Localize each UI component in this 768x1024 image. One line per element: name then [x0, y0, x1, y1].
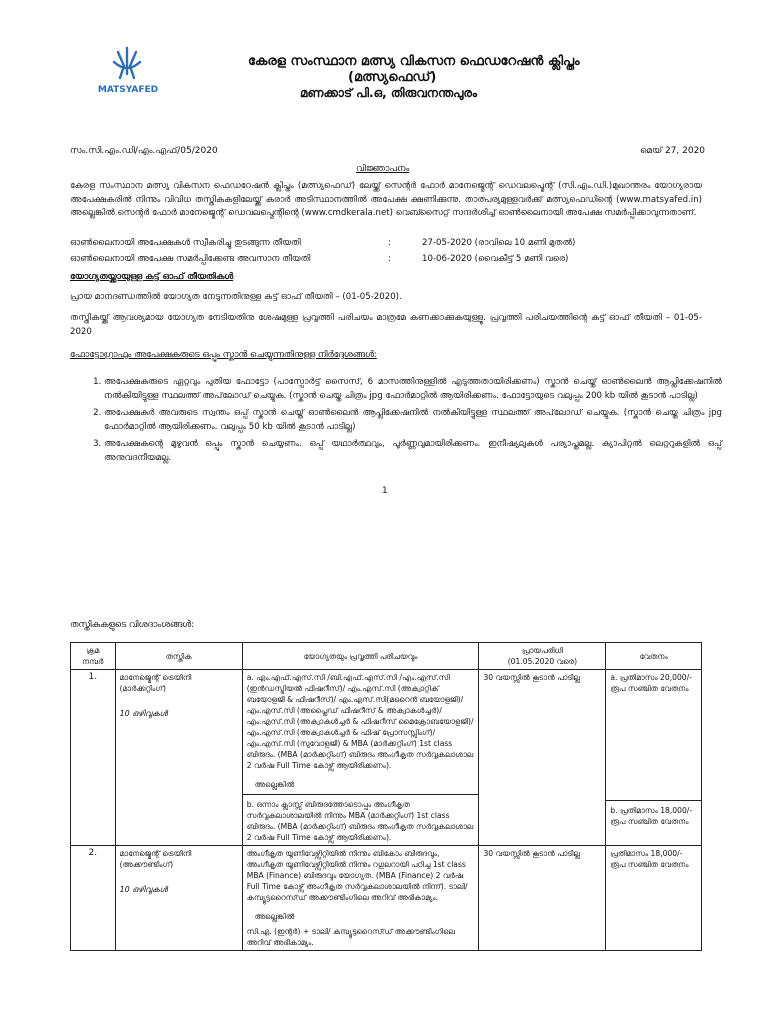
salary-a: a. പ്രതിമാസം 20,000/- രൂപ സഞ്ചിത വേതനം: [610, 673, 692, 693]
row-post: [115, 846, 242, 951]
notice-title: വിജ്ഞാപനം: [356, 164, 410, 174]
row-salary: [606, 670, 702, 846]
header-sno: ക്രമ നമ്പർ: [71, 643, 116, 670]
org-name: കേരള സംസ്ഥാന മത്സ്യ വികസന ഫെഡറേഷൻ ക്ലിപ്തം: [248, 54, 580, 69]
row-post: [115, 670, 242, 846]
vacancy-count: 10 ഒഴിവുകൾ: [119, 885, 168, 894]
instruction-item: 2. അപേക്ഷകർ അവരുടെ സ്വന്തം ഒപ്പ് സ്കാൻ ചെയ്ത് ഓൺലൈൻ ആപ്ലിക്കേഷനിൽ നൽകിയിട്ടുള്ള സ്ഥലത്ത് അപ്‌ലോഡ് ചെയ്യുക. (സ്കാൻ ചെയ്ത ചിത്രം jpg ഫോർമാറ്റിൽ ആയിരിക്കണം. വലുപ്പം 50 kb യിൽ കൂടാൻ പാടില്ല): [104, 407, 722, 434]
date-label: ഓൺലൈനായി അപേക്ഷകൾ സ്വീകരിച്ചു തുടങ്ങുന്ന തീയതി: [70, 238, 301, 248]
qualification-a: അംഗീകൃത യൂണിവേഴ്സിറ്റിയിൽ നിന്നും ബികോം ബിരുദവും, അംഗീകൃത യൂണിവേഴ്സിറ്റിയിൽ നിന്നും റഗുലറായി പഠിച്ച 1st class MBA (Finance) ബിരുദവും യോഗ്യത. (MBA (Finance) 2 വർഷ Full Time കോഴ്സ് അംഗീകൃത സർവ്വകലാശാലയിൽ നിന്ന്). ടാലി/കമ്പ്യൂട്ടറൈസ്ഡ് അക്കൗണ്ടിംഗിലെ അറിവ് അഭികാമ്യം.: [246, 849, 468, 902]
row-sno: 2.: [71, 846, 116, 951]
org-address: മണക്കാട് പി.ഒ, തിരുവനന്തപുരം: [300, 86, 478, 100]
cutoff-experience-text: തസ്തികയ്ക്ക് ആവശ്യമായ യോഗ്യത നേടിയതിനു ശേഷമുള്ള പ്രവൃത്തി പരിചയം മാത്രമേ കണക്കാക്കുകയുള്ളൂ. പ്രവൃത്തി പരിചയത്തിന്റെ കട്ട് ഓഫ് തീയതി – 01-05-2020: [70, 313, 702, 337]
org-short-name: (മത്സ്യഫെഡ്): [348, 70, 437, 85]
row-qualification: [242, 846, 479, 951]
instruction-item: 1. അപേക്ഷകരുടെ ഏറ്റവും പുതിയ ഫോട്ടോ (പാസ്പോർട്ട് സൈസ്, 6 മാസത്തിനുള്ളിൽ എടുത്തതായിരിക്കണം) സ്കാൻ ചെയ്ത് ഓൺലൈൻ ആപ്ലിക്കേഷനിൽ നൽകിയിട്ടുള്ള സ്ഥലത്ത് അപ്‌ലോഡ് ചെയ്യുക. (സ്കാൻ ചെയ്ത ചിത്രം jpg ഫോർമാറ്റിൽ ആയിരിക്കണം. ഫോട്ടോയുടെ വലുപ്പം 200 kb യിൽ കൂടാൻ പാടില്ല): [104, 376, 722, 403]
table-header-row: [71, 643, 702, 670]
date-label: ഓൺലൈനായി അപേക്ഷ സമർപ്പിക്കേണ്ട അവസാന തീയതി: [70, 254, 311, 264]
date-value: 10-06-2020 (വൈകീട്ട് 5 മണി വരെ): [422, 254, 569, 264]
reference-date: മെയ് 27, 2020: [640, 146, 706, 156]
post-title: മാനേജ്മെന്റ് ട്രെയിനി (മാർക്കറ്റിംഗ്): [119, 673, 192, 693]
or-label: അല്ലെങ്കിൽ: [254, 780, 295, 789]
posts-heading: തസ്തികകളുടെ വിശദാംശങ്ങൾ:: [70, 620, 194, 630]
salary-b: b. പ്രതിമാസം 18,000/- രൂപ സഞ്ചിത വേതനം: [606, 800, 701, 827]
date-row-start: [70, 238, 702, 252]
qualification-b: b. ഒന്നാം ക്ലാസ്സ് ബിരുദത്തോടൊപ്പം അംഗീകൃത സർവ്വകലാശാലയിൽ നിന്നും MBA (മാർക്കറ്റിംഗ്) 1st class ബിരുദം. (MBA (മാർക്കറ്റിംഗ്) ബിരുദം അംഗീകൃത സർവ്വകലാശാല 2 വർഷ Full Time കോഴ്സ് ആയിരിക്കണം).: [243, 794, 479, 843]
row-sno: 1.: [71, 670, 116, 846]
header-salary: വേതനം: [606, 643, 702, 670]
table-row: [71, 670, 702, 846]
matsyafed-logo: [96, 44, 160, 96]
table-row: [71, 846, 702, 951]
logo-text: MATSYAFED: [97, 85, 159, 95]
header-age: [479, 643, 606, 670]
instructions-list: [86, 376, 722, 469]
page-number: 1: [382, 486, 388, 496]
fish-emblem-icon: [96, 44, 160, 96]
header-post: തസ്തിക: [115, 643, 242, 670]
date-row-end: [70, 254, 702, 268]
photo-instructions-heading: ഫോട്ടോഗ്രാഫും അപേക്ഷകരുടെ ഒപ്പും സ്കാൻ ചെയ്യുന്നതിനുള്ള നിർദ്ദേശങ്ങൾ:: [70, 350, 377, 360]
vacancy-count: 10 ഒഴിവുകൾ: [119, 709, 168, 718]
header-age-sub: (01.05.2020 വരെ): [507, 657, 578, 666]
header-qualification: യോഗ്യതയും പ്രവൃത്തി പരിചയവും: [242, 643, 479, 670]
row-age: 30 വയസ്സിൽ കൂടാൻ പാടില്ല: [479, 670, 606, 846]
qualification-a: a. എം.എഫ്.എസ്.സി /ബി.എഫ്.എസ്.സി /എം.എസ്.സി (ഇൻഡസ്ട്രിയൽ ഫിഷറീസ്)/ എം.എസ്.സി (അക്വാറ്റിക് ബയോളജി & ഫിഷറീസ്)/ എം.എസ്.സി(മറൈൻ ബയോളജി)/ എം.എസ്.സി (അപ്ലൈഡ് ഫിഷറീസ് & അക്വാകൾച്ചർ)/ എം.എസ്.സി (അക്വാകൾച്ചർ & ഫിഷറീസ് മൈക്രോബയോളജി)/ എം.എസ്.സി (അക്വാകൾച്ചർ & ഫിഷ് പ്രോസസ്സിംഗ്)/ എം.എസ്.സി (സുവോളജി) & MBA (മാർക്കറ്റിംഗ്) 1st class ബിരുദം. (MBA (മാർക്കറ്റിംഗ്) ബിരുദം അംഗീകൃത സർവ്വകലാശാല 2 വർഷ Full Time കോഴ്സ് ആയിരിക്കണം).: [246, 673, 474, 770]
or-label: അല്ലെങ്കിൽ: [254, 912, 295, 921]
date-value: 27-05-2020 (രാവിലെ 10 മണി മുതൽ): [422, 238, 576, 248]
row-qualification: [242, 670, 479, 846]
row-age: 30 വയസ്സിൽ കൂടാൻ പാടില്ല: [479, 846, 606, 951]
colon-separator: :: [388, 254, 391, 264]
row-salary: പ്രതിമാസം 18,000/- രൂപ സഞ്ചിത വേതനം: [606, 846, 702, 951]
qualification-b: സി.എ. (ഇന്റർ) + ടാലി/ കമ്പ്യൂട്ടറൈസ്ഡ് അക്കൗണ്ടിംഗിലെ അറിവ് അഭികാമ്യം.: [246, 927, 455, 947]
reference-number: സം.സി.എം.ഡി/എം.എഫ്/05/2020: [70, 146, 218, 156]
intro-paragraph: കേരള സംസ്ഥാന മത്സ്യ വികസന ഫെഡറേഷൻ ക്ലിപ്തം (മത്സ്യഫെഡ്) ലേയ്ക്ക് സെന്റർ ഫോർ മാനേജ്മെന്റ് ഡെവലപ്മെന്റ് (സി.എം.ഡി.)മുഖാന്തരം യോഗ്യരായ അപേക്ഷകരിൽ നിന്നും വിവിധ തസ്തികകളിലേയ്ക്ക് കരാർ അടിസ്ഥാനത്തിൽ അപേക്ഷ ക്ഷണിക്കുന്നു. താത്പര്യമുള്ളവർക്ക് മത്സ്യഫെഡിന്റെ (www.matsyafed.in) അല്ലെങ്കിൽ സെന്റർ ഫോർ മാനേജ്മെന്റ് ഡെവലപ്മെന്റിന്റെ (www.cmdkerala.net) വെബ്സൈറ്റ് സന്ദർശിച്ച് ഓൺലൈനായി അപേക്ഷ സമർപ്പിക്കാവുന്നതാണ്.: [70, 181, 702, 218]
eligibility-heading: യോഗ്യതയ്ക്കായുള്ള കട്ട് ഓഫ് തീയതികൾ: [70, 272, 234, 282]
post-title: മാനേജ്മെന്റ് ട്രെയിനി (അക്കൗണ്ടിംഗ്): [119, 849, 192, 869]
header-age-label: പ്രായപരിധി: [521, 646, 563, 655]
posts-table: [70, 642, 702, 951]
cutoff-age-text: പ്രായ മാനദണ്ഡത്തിൽ യോഗ്യത നേടുന്നതിനുള്ള കട്ട് ഓഫ് തീയതി – (01-05-2020).: [70, 292, 402, 302]
instruction-item: 3. അപേക്ഷകന്റെ മുഴുവൻ ഒപ്പും സ്കാൻ ചെയ്യണം. ഒപ്പ് യഥാർത്ഥവും, പൂർണ്ണവുമായിരിക്കണം. ഇനീഷ്യലുകൾ പര്യാപ്തമല്ല. ക്യാപിറ്റൽ ലെറ്ററുകളിൽ ഒപ്പ് അനുവദനീയമല്ല.: [104, 438, 722, 465]
colon-separator: :: [388, 238, 391, 248]
